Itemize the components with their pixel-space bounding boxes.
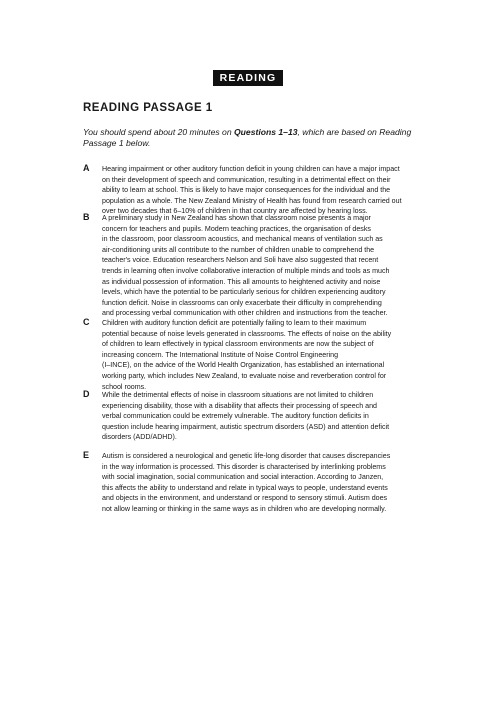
paragraph-line: concern for teachers and pupils. Modern teaching practices, the organisation of desks <box>102 224 371 233</box>
paragraph-line: question include hearing impairment, autistic spectrum disorders (ASD) and attention deficit <box>102 422 390 431</box>
paragraph-line: of children to learn effectively in typical classroom environments are now the subject of <box>102 340 374 349</box>
paragraph-line: function deficit. Noise in classrooms can only exacerbate their difficulty in comprehending <box>102 298 382 307</box>
paragraph-line: this affects the ability to understand and relate in typical ways to people, understand events <box>102 483 388 492</box>
paragraph-line: Children with auditory function deficit are potentially failing to learn to their maximum <box>102 319 367 327</box>
paragraph-text <box>102 390 443 443</box>
paragraph-line: working party, which includes New Zealand, to evaluate noise and reverberation control for <box>102 371 387 380</box>
paragraph-text <box>102 451 443 515</box>
paragraph-line: on their development of speech and communication, resulting in a detrimental effect on their <box>102 175 391 184</box>
paragraph-line: air-conditioning units all contribute to the number of children unable to comprehend the <box>102 245 375 254</box>
paragraph-line: (I–INCE), on the advice of the World Health Organization, has established an international <box>102 361 385 370</box>
paragraph-line: in the way information is processed. This disorder is characterised by interlinking problems <box>102 462 386 471</box>
paragraph-e <box>83 451 443 515</box>
instructions-questions: Questions 1–13 <box>233 127 298 137</box>
paragraph-d <box>83 390 443 443</box>
paragraph-line: disorders (ADD/ADHD). <box>102 433 177 442</box>
paragraph-line: While the detrimental effects of noise in classroom situations are not limited to children <box>102 391 374 399</box>
paragraph-line: increasing concern. The International Institute of Noise Control Engineering <box>102 350 339 359</box>
paragraph-line: and objects in the environment, and understand or respond to sensory stimuli. Autism does <box>102 494 388 503</box>
paragraph-line: teacher's voice. Education researchers Nelson and Soli have also suggested that recent <box>102 256 379 265</box>
paragraph-line: levels, which have the potential to be particularly serious for children experiencing auditory <box>102 288 386 297</box>
paragraph-line: verbal communication could be extremely vulnerable. The auditory function deficits in <box>102 412 369 421</box>
paragraph-letter: C <box>83 317 90 327</box>
paragraph-line: and processing verbal communication with other children and instructions from the teacher. <box>102 309 388 318</box>
paragraph-line: Autism is considered a neurological and genetic life-long disorder that causes discrepancies <box>102 452 391 460</box>
paragraph-line: not allow learning or thinking in the same ways as in children who are developing normally. <box>102 504 387 513</box>
instructions-prefix: You should spend about 20 minutes on <box>83 127 234 137</box>
paragraph-line: population as a whole. The New Zealand Ministry of Health has found from research carried out <box>102 196 402 205</box>
paragraph-a <box>83 164 443 217</box>
paragraph-letter: D <box>83 389 90 399</box>
instructions-suffix: , which are based on Reading <box>297 127 412 137</box>
section-banner: READING <box>213 70 283 86</box>
paragraph-letter: B <box>83 212 90 222</box>
paragraph-letter: E <box>83 450 90 460</box>
paragraph-line: with social imagination, social communication and social interaction. According to Janzen, <box>102 473 384 482</box>
paragraph-line: in the classroom, poor classroom acoustics, and mechanical means of ventilation such as <box>102 235 383 244</box>
paragraph-line: ability to learn at school. This is likely to have major consequences for the individual and the <box>102 186 391 195</box>
paragraph-c <box>83 318 443 392</box>
paragraph-line: experiencing disability, those with a disability that affects their processing of speech and <box>102 401 377 410</box>
instructions <box>83 127 433 149</box>
paragraph-line: over two decades that 6–10% of children in that country are affected by hearing loss. <box>102 207 368 216</box>
paragraph-b <box>83 213 443 319</box>
paragraph-line: as individual possession of information. This all amounts to heightened activity and noise <box>102 277 381 286</box>
paragraph-text <box>102 318 443 392</box>
instructions-line2: Passage 1 below. <box>83 138 151 148</box>
paragraph-line: A preliminary study in New Zealand has shown that classroom noise presents a major <box>102 214 371 222</box>
paragraph-line: Hearing impairment or other auditory function deficit in young children can have a major impact <box>102 165 400 173</box>
paragraph-letter: A <box>83 163 90 173</box>
paragraph-text <box>102 164 443 217</box>
paragraph-line: trends in learning often involve collaborative interaction of multiple minds and tools as much <box>102 266 390 275</box>
paragraph-text <box>102 213 443 319</box>
paragraph-line: school rooms. <box>102 382 147 391</box>
paragraph-line: potential because of noise levels generated in classrooms. The effects of noise on the ability <box>102 329 392 338</box>
passage-title: READING PASSAGE 1 <box>83 102 213 114</box>
